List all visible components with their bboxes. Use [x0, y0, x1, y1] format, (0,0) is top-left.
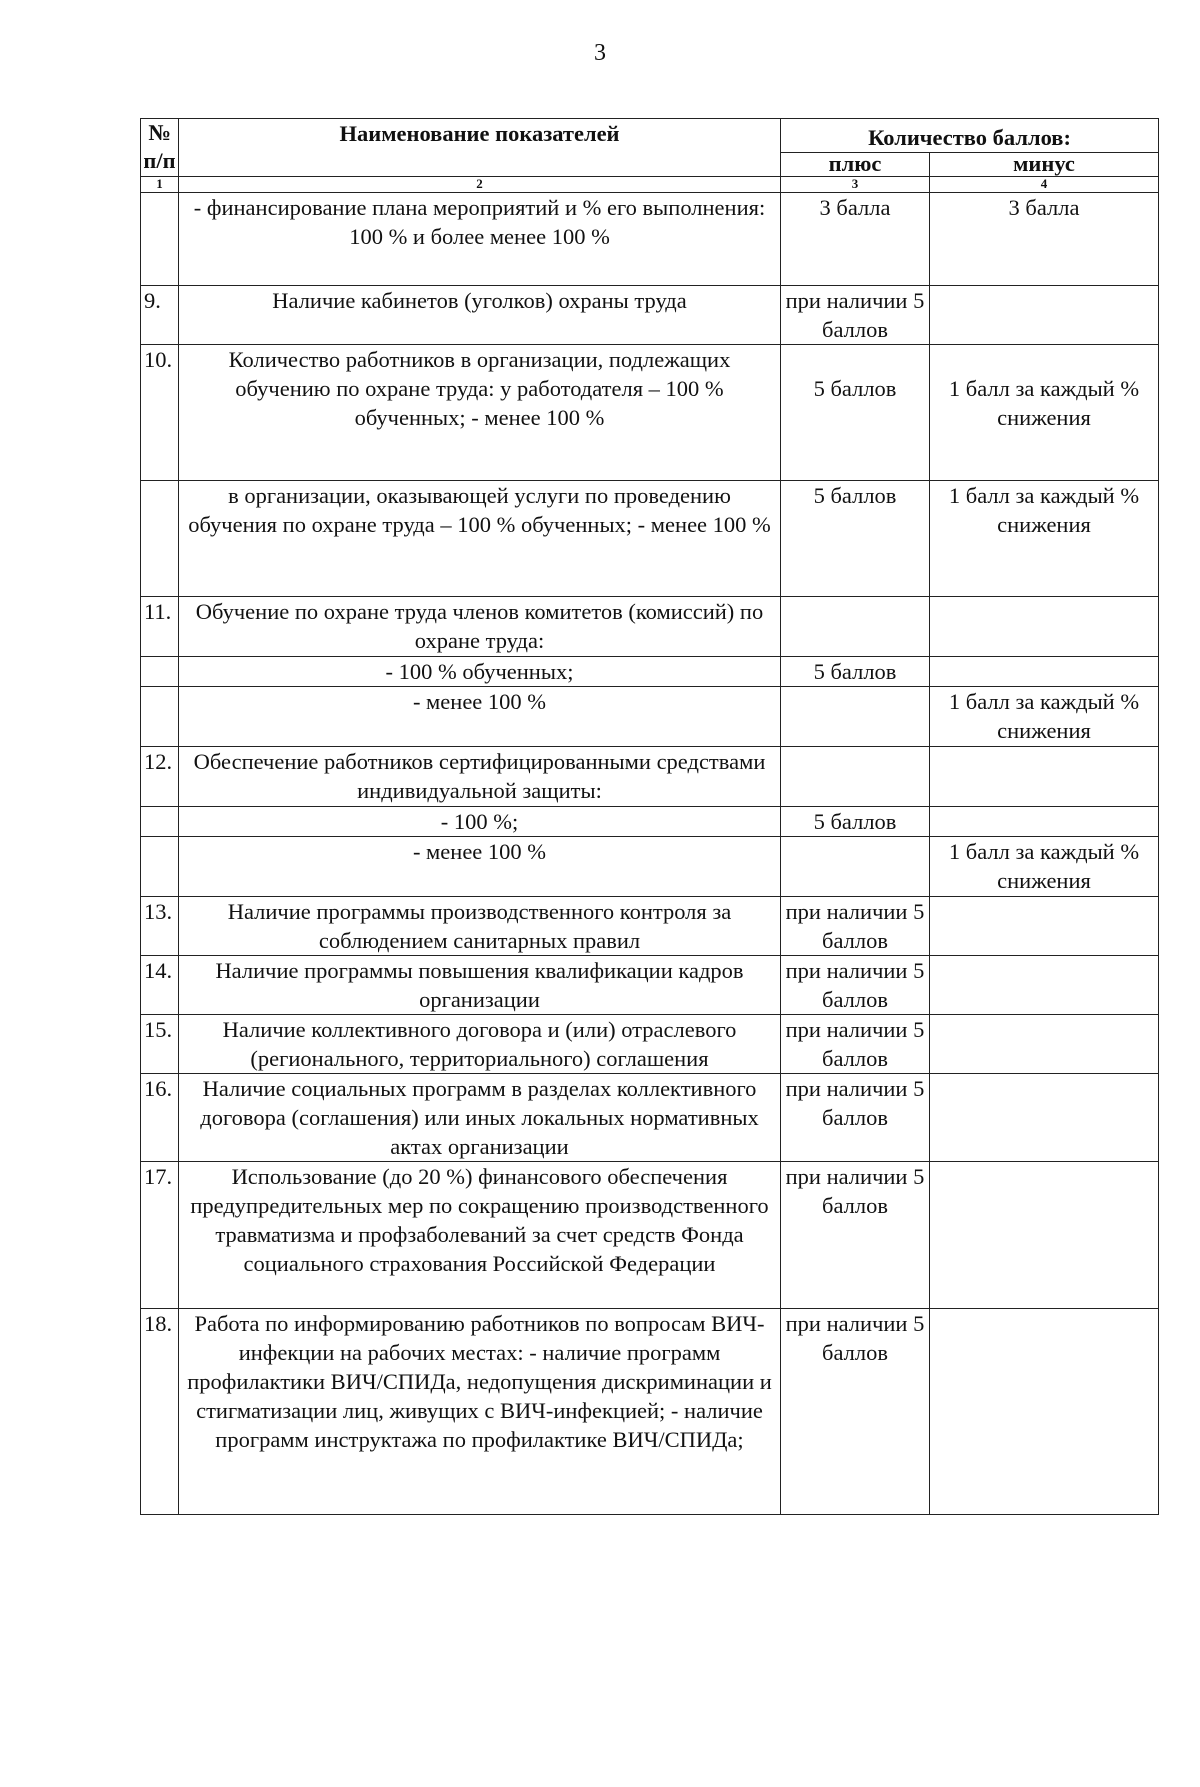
table-row [141, 481, 1159, 597]
row-number: 16. [141, 1074, 179, 1162]
indicator-name: Работа по информированию работников по вопросам ВИЧ-инфекции на рабочих местах: - наличие программ профилактики ВИЧ/СПИДа, недопущения дискриминации и стигматизации лиц, живущих с ВИЧ-инфекцией; - наличие программ инструктажа по профилактике ВИЧ/СПИДа; [179, 1309, 781, 1515]
minus-score [930, 1309, 1159, 1515]
plus-score: 3 балла [781, 193, 930, 286]
row-number: 12. [141, 747, 179, 807]
column-number-row [141, 177, 1159, 193]
column-number-1: 1 [141, 177, 179, 193]
plus-score: при наличии 5 баллов [781, 1015, 930, 1074]
plus-score: при наличии 5 баллов [781, 1162, 930, 1309]
indicator-name: Наличие коллективного договора и (или) отраслевого (регионального, территориального) соглашения [179, 1015, 781, 1074]
indicator-name: Наличие кабинетов (уголков) охраны труда [179, 286, 781, 345]
indicator-name: Наличие социальных программ в разделах коллективного договора (соглашения) или иных локальных нормативных актах организации [179, 1074, 781, 1162]
row-number: 15. [141, 1015, 179, 1074]
page-number: 3 [594, 40, 606, 66]
minus-score [930, 1015, 1159, 1074]
indicator-name: в организации, оказывающей услуги по проведению обучения по охране труда – 100 % обученных; - менее 100 % [179, 481, 781, 597]
table-row [141, 1309, 1159, 1515]
minus-score [930, 1074, 1159, 1162]
plus-score [781, 747, 930, 807]
plus-score: 5 баллов [781, 657, 930, 687]
column-number-3: 3 [781, 177, 930, 193]
scoring-table [140, 118, 1159, 1515]
table-row [141, 345, 1159, 481]
plus-score [781, 837, 930, 897]
row-number [141, 481, 179, 597]
table-row [141, 597, 1159, 657]
row-number: 11. [141, 597, 179, 657]
minus-score [930, 1162, 1159, 1309]
table-row [141, 897, 1159, 956]
plus-score: 5 баллов [781, 345, 930, 481]
header-plus-cell: плюс [781, 153, 930, 177]
row-number: 13. [141, 897, 179, 956]
plus-score: при наличии 5 баллов [781, 956, 930, 1015]
header-score-cell: Количество баллов: [781, 119, 1159, 153]
minus-score [930, 807, 1159, 837]
plus-score: при наличии 5 баллов [781, 1074, 930, 1162]
minus-score [930, 657, 1159, 687]
minus-score: 1 балл за каждый % снижения [930, 481, 1159, 597]
minus-score: 3 балла [930, 193, 1159, 286]
plus-score [781, 597, 930, 657]
row-number [141, 807, 179, 837]
minus-score [930, 597, 1159, 657]
table-row [141, 807, 1159, 837]
minus-score [930, 897, 1159, 956]
row-number [141, 687, 179, 747]
header-row [141, 119, 1159, 153]
minus-score: 1 балл за каждый % снижения [930, 345, 1159, 481]
column-number-4: 4 [930, 177, 1159, 193]
header-number-cell: № п/п [141, 119, 179, 177]
indicator-name: - финансирование плана мероприятий и % его выполнения: 100 % и более менее 100 % [179, 193, 781, 286]
header-minus-cell: минус [930, 153, 1159, 177]
indicator-name: Наличие программы повышения квалификации кадров организации [179, 956, 781, 1015]
table-row [141, 1162, 1159, 1309]
table-row [141, 1015, 1159, 1074]
row-number: 10. [141, 345, 179, 481]
plus-score: при наличии 5 баллов [781, 286, 930, 345]
table-row [141, 657, 1159, 687]
minus-score: 1 балл за каждый % снижения [930, 687, 1159, 747]
minus-score [930, 747, 1159, 807]
indicator-name: - менее 100 % [179, 687, 781, 747]
row-number [141, 193, 179, 286]
table-row [141, 286, 1159, 345]
plus-score: при наличии 5 баллов [781, 897, 930, 956]
header-name-cell: Наименование показателей [179, 119, 781, 177]
table-row [141, 747, 1159, 807]
table-row [141, 956, 1159, 1015]
plus-score [781, 687, 930, 747]
indicator-name: - 100 % обученных; [179, 657, 781, 687]
plus-score: 5 баллов [781, 481, 930, 597]
table-row [141, 1074, 1159, 1162]
indicator-name: - 100 %; [179, 807, 781, 837]
indicator-name: Использование (до 20 %) финансового обеспечения предупредительных мер по сокращению производственного травматизма и профзаболеваний за счет средств Фонда социального страхования Российской Федерации [179, 1162, 781, 1309]
indicator-name: Обеспечение работников сертифицированными средствами индивидуальной защиты: [179, 747, 781, 807]
column-number-2: 2 [179, 177, 781, 193]
row-number: 17. [141, 1162, 179, 1309]
plus-score: при наличии 5 баллов [781, 1309, 930, 1515]
plus-score: 5 баллов [781, 807, 930, 837]
row-number: 18. [141, 1309, 179, 1515]
table-row [141, 687, 1159, 747]
indicator-name: - менее 100 % [179, 837, 781, 897]
row-number [141, 837, 179, 897]
indicator-name: Количество работников в организации, подлежащих обучению по охране труда: у работодателя – 100 % обученных; - менее 100 % [179, 345, 781, 481]
row-number: 14. [141, 956, 179, 1015]
row-number: 9. [141, 286, 179, 345]
indicator-name: Обучение по охране труда членов комитетов (комиссий) по охране труда: [179, 597, 781, 657]
minus-score: 1 балл за каждый % снижения [930, 837, 1159, 897]
indicator-name: Наличие программы производственного контроля за соблюдением санитарных правил [179, 897, 781, 956]
minus-score [930, 286, 1159, 345]
table-row [141, 193, 1159, 286]
table-row [141, 837, 1159, 897]
minus-score [930, 956, 1159, 1015]
row-number [141, 657, 179, 687]
